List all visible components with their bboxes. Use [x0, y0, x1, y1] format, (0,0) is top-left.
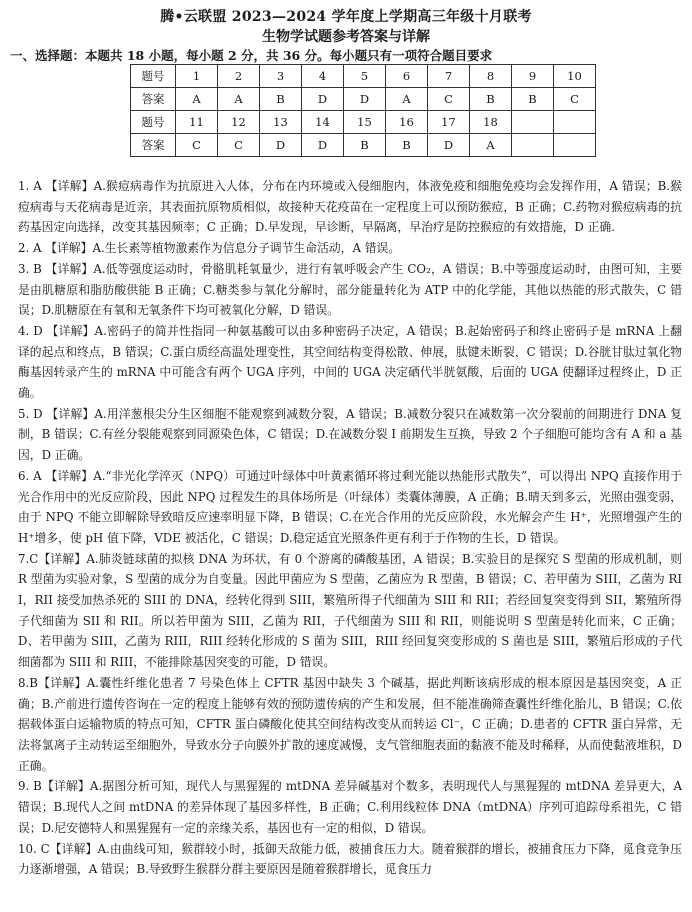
document-title: 腾•云联盟 2023—2024 学年度上学期高三年级十月联考 [160, 9, 532, 25]
table-cell [554, 134, 596, 157]
explanation-paragraph: 1. A 【详解】A.猴痘病毒作为抗原进入人体，分布在内环境或入侵细胞内，体液免疫和细胞免疫均会发挥作用，A 错误；B.猴痘病毒与天花病毒是近亲，其表面抗原物质相似，故接种天花疫苗在一定程度上可以预防猴痘，B 正确；C.药物对猴痘病毒的抗药基因定向选择，改变其基因频率；C 正确；D.早发现，早诊断，早隔离，早治疗是防控猴痘的有效措施，D 正确. [18, 179, 682, 235]
explanation-paragraph: 7.C【详解】A.肺炎链球菌的拟核 DNA 为环状，有 0 个游离的磷酸基团，A 错误；B.实验目的是探究 S 型菌的形成机制，则 R 型菌为实验对象，S 型菌的成分为自变量。因此甲菌应为 S 型菌，乙菌应为 R 型菌，B 错误；C、若甲菌为 SIII，乙菌为 RII，RII 接受加热杀死的 SIII 的 DNA，经转化得到 SIII，繁殖所得子代细菌为 SIII 和 RII；若经回复突变得到 SII，繁殖所得子代细菌为 SII 和 RII。所以若甲菌为 SIII，乙菌为 RII，子代细菌为 SIII 和 RII，则能说明 S 型菌是转化而来，C 正确；D、若甲菌为 SIII，乙菌为 RIII，RIII 经转化形成的 S 菌为 SIII，RIII 经回复突变形成的 S 菌也是 SIII，繁殖后形成的子代细菌都为 SIII 和 RIII，不能排除基因突变的可能，D 错误。 [18, 551, 682, 670]
row-label: 答案 [131, 134, 176, 157]
explanation-paragraph: 6. A 【详解】A.“非光化学淬灭（NPQ）可通过叶绿体中叶黄素循环将过剩光能以热能形式散失”，可以得出 NPQ 直接作用于光合作用中的光反应阶段，因此 NPQ 过程发生的具体场所是（叶绿体）类囊体薄膜，A 正确；B.晴天到多云，光照由强变弱，由于 NPQ 不能立即解除导致暗反应速率明显下降，B 错误；C.在光合作用的光反应阶段，水光解会产生 H⁺，光照增强产生的 H⁺增多，使 pH 值下降，VDE 被活化，C 错误；D.稳定适宜光照条件更有利于于作物的生长，D 错误。 [18, 468, 682, 545]
table-cell: B [470, 88, 512, 111]
answer-table [130, 64, 596, 157]
table-cell: 11 [176, 111, 218, 134]
table-cell: D [344, 88, 386, 111]
explanation-paragraph: 2. A 【详解】A.生长素等植物激素作为信息分子调节生命活动，A 错误。 [18, 241, 401, 256]
table-cell: D [260, 134, 302, 157]
table-cell: B [386, 134, 428, 157]
table-cell: B [512, 88, 554, 111]
table-cell: 18 [470, 111, 512, 134]
row-label: 题号 [131, 65, 176, 88]
table-cell: A [470, 134, 512, 157]
table-cell [512, 111, 554, 134]
row-label: 答案 [131, 88, 176, 111]
row-label: 题号 [131, 111, 176, 134]
table-cell: 10 [554, 65, 596, 88]
table-cell: 14 [302, 111, 344, 134]
answer-row [131, 88, 596, 111]
document-subtitle: 生物学试题参考答案与详解 [262, 29, 430, 45]
answer-row [131, 134, 596, 157]
explanation-paragraph: 9. B【详解】A.据图分析可知，现代人与黑猩猩的 mtDNA 差异碱基对个数多，表明现代人与黑猩猩的 mtDNA 差异更大，A 错误；B.现代人之间 mtDNA 的差异体现了基因多样性，B 正确；C.利用线粒体 DNA（mtDNA）序列可追踪母系祖先，C 错误；D.尼安德特人和黑猩猩有一定的亲缘关系，基因也有一定的相似，D 错误。 [18, 779, 682, 835]
table-cell: 1 [176, 65, 218, 88]
section-heading: 一、选择题：本题共 18 小题，每小题 2 分，共 36 分。每小题只有一项符合题目要求 [10, 48, 493, 63]
table-cell: A [386, 88, 428, 111]
question-row [131, 111, 596, 134]
table-cell: 3 [260, 65, 302, 88]
table-cell: 9 [512, 65, 554, 88]
table-cell: 15 [344, 111, 386, 134]
explanation-paragraph: 3. B 【详解】A.低等强度运动时，骨骼肌耗氧量少，进行有氧呼吸会产生 CO₂，A 错误；B.中等强度运动时，由图可知，主要是由肌糖原和脂肪酸供能 B 正确；C.糖类参与氧化分解时，部分能量转化为 ATP 中的化学能，其他以热能的形式散失，C 错误；D.肌糖原在有氧和无氧条件下均可被氧化分解，D 错误。 [18, 261, 682, 318]
table-cell [512, 134, 554, 157]
table-cell: 7 [428, 65, 470, 88]
table-cell [554, 111, 596, 134]
table-cell: A [176, 88, 218, 111]
table-cell: C [218, 134, 260, 157]
explanation-paragraph: 10. C【详解】A.由曲线可知，猴群较小时，抵御天敌能力低，被捕食压力大。随着猴群的增长，被捕食压力下降，觅食竞争压力逐渐增强，A 错误；B.导致野生猴群分群主要原因是随着猴群增长，觅食压力 [18, 841, 682, 877]
table-cell: B [260, 88, 302, 111]
question-row [131, 65, 596, 88]
table-cell: 8 [470, 65, 512, 88]
table-cell: 6 [386, 65, 428, 88]
table-cell: D [428, 134, 470, 157]
table-cell: 16 [386, 111, 428, 134]
explanation-paragraph: 8.B【详解】A.囊性纤维化患者 7 号染色体上 CFTR 基因中缺失 3 个碱基，据此判断该病形成的根本原因是基因突变，A 正确；B.产前进行遗传咨询在一定的程度上能够有效的预防遗传病的产生和发展，但不能准确筛查囊性纤维化胎儿，B 错误；C.依据载体蛋白运输物质的特点可知，CFTR 蛋白磷酸化使其空间结构改变从而转运 Cl⁻，C 正确；D.患者的 CFTR 蛋白异常，无法将氯离子主动转运至细胞外，导致水分子向膜外扩散的速度减慢，支气管细胞表面的黏液不能及时稀释，从而使黏液堆积，D 正确。 [18, 675, 682, 773]
table-cell: 17 [428, 111, 470, 134]
table-cell: A [218, 88, 260, 111]
table-cell: C [554, 88, 596, 111]
table-cell: D [302, 88, 344, 111]
table-cell: 12 [218, 111, 260, 134]
table-cell: 5 [344, 65, 386, 88]
table-cell: B [344, 134, 386, 157]
explanations [18, 176, 682, 880]
table-cell: C [176, 134, 218, 157]
table-cell: 2 [218, 65, 260, 88]
table-cell: 13 [260, 111, 302, 134]
table-cell: D [302, 134, 344, 157]
explanation-paragraph: 4. D 【详解】A.密码子的简并性指同一种氨基酸可以由多种密码子决定，A 错误；B.起始密码子和终止密码子是 mRNA 上翻译的起点和终点，B 错误；C.蛋白质经高温处理变性，其空间结构变得松散、伸展，肽键未断裂，C 错误；D.谷胱甘肽过氧化物酶基因转录产生的 mRNA 中可能含有两个 UGA 序列，中间的 UGA 决定硒代半胱氨酸，后面的 UGA 使翻译过程终止，D 正确。 [18, 323, 682, 401]
table-cell: 4 [302, 65, 344, 88]
table-cell: C [428, 88, 470, 111]
explanation-paragraph: 5. D 【详解】A.用洋葱根尖分生区细胞不能观察到减数分裂，A 错误；B.减数分裂只在减数第一次分裂前的间期进行 DNA 复制，B 错误；C.有丝分裂能观察到同源染色体，C 错误；D.在减数分裂 I 前期发生互换，导致 2 个子细胞可能均含有 A 和 a 基因，D 正确。 [18, 406, 682, 463]
